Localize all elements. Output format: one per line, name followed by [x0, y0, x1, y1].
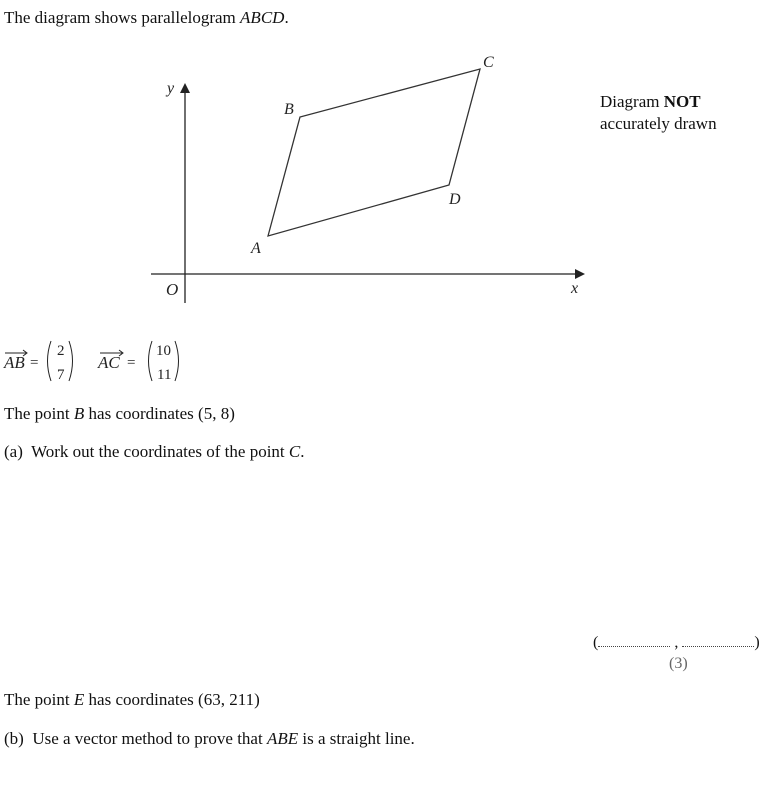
part-b-label: (b) [4, 729, 24, 748]
ab-y-component: 7 [57, 367, 65, 383]
ab-left-paren [48, 341, 52, 381]
answer-y-blank[interactable] [682, 634, 754, 647]
diagram-note [600, 91, 717, 135]
diagram-note-line1: Diagram NOT [600, 92, 701, 111]
intro-prefix: The diagram shows parallelogram [4, 8, 241, 27]
ab-vector-name: AB [4, 353, 25, 372]
answer-coordinates-line[interactable]: ( , ) [593, 634, 760, 651]
parallelogram-abcd [268, 69, 480, 236]
ab-right-paren [69, 341, 73, 381]
y-axis-label: y [167, 80, 175, 97]
ab-x-component: 2 [57, 343, 65, 359]
vertex-b-label: B [284, 101, 294, 118]
part-a-label: (a) [4, 442, 23, 461]
marks-label: (3) [669, 655, 688, 672]
vertex-d-label: D [449, 191, 461, 208]
ab-equals: = [30, 355, 39, 371]
ac-y-component: 11 [157, 367, 172, 383]
parallelogram-name: ABCD [240, 8, 285, 27]
origin-label: O [166, 280, 179, 299]
ac-right-paren [175, 341, 179, 381]
vertex-c-label: C [483, 54, 494, 71]
ac-equals: = [127, 355, 136, 371]
answer-x-blank[interactable] [598, 634, 670, 647]
point-e-name: E [73, 690, 85, 709]
intro-suffix: . [284, 8, 289, 27]
ac-vector-name: AC [98, 353, 120, 372]
part-b-question: (b) Use a vector method to prove that ABE is a straight line. [4, 729, 415, 748]
vertex-a-label: A [251, 240, 261, 257]
ac-x-component: 10 [156, 343, 171, 359]
vector-definitions [0, 333, 200, 393]
ac-left-paren [149, 341, 153, 381]
point-b-statement: The point B has coordinates (5, 8) [4, 404, 235, 423]
point-c-name: C [288, 442, 301, 461]
point-e-statement: The point E has coordinates (63, 211) [4, 690, 260, 709]
x-axis-label: x [571, 280, 579, 297]
line-abe-name: ABE [266, 729, 299, 748]
diagram-note-line2: accurately drawn [600, 114, 717, 133]
diagram-note-bold: NOT [663, 92, 701, 111]
point-b-name: B [73, 404, 85, 423]
parallelogram-diagram [0, 0, 761, 320]
part-a-question: (a) Work out the coordinates of the point C. [4, 442, 305, 461]
